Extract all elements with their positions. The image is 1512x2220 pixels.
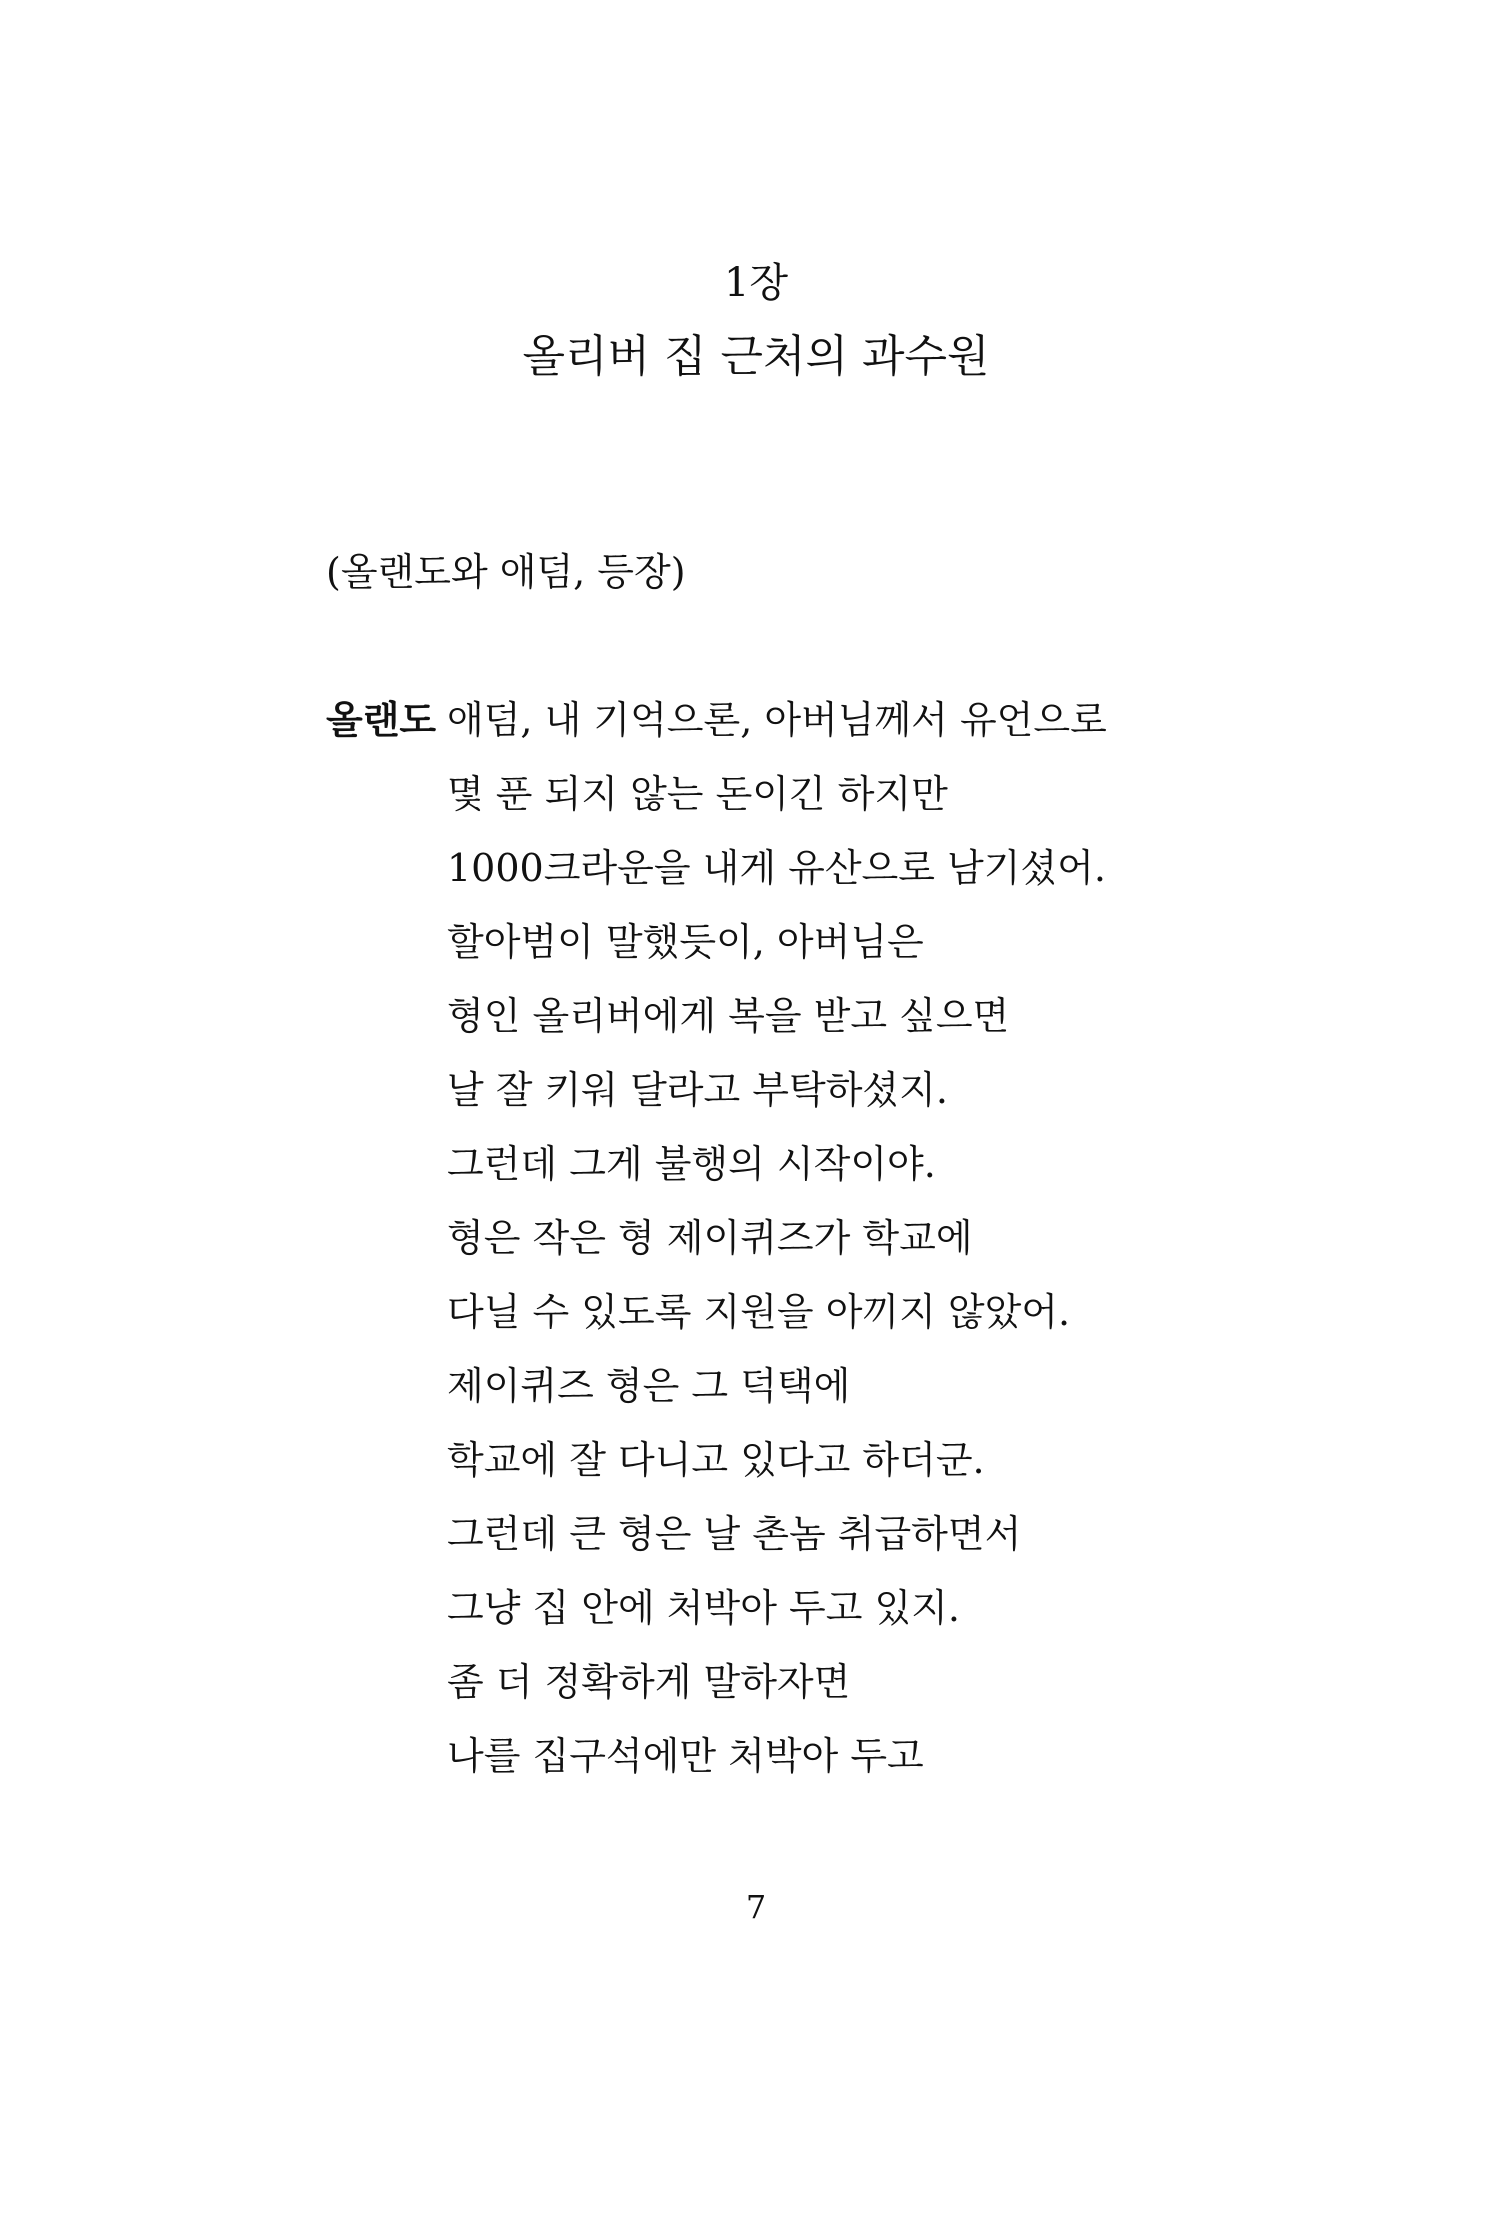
dialogue-line: 형인 올리버에게 복을 받고 싶으면 xyxy=(447,994,1010,1038)
dialogue-line: 좀 더 정확하게 말하자면 xyxy=(447,1660,851,1704)
dialogue-line: 그런데 그게 불행의 시작이야. xyxy=(447,1142,936,1186)
dialogue-line: 형은 작은 형 제이퀴즈가 학교에 xyxy=(447,1216,973,1260)
chapter-title: 올리버 집 근처의 과수원 xyxy=(522,331,990,382)
dialogue-line: 그런데 큰 형은 날 촌놈 취급하면서 xyxy=(447,1512,1022,1556)
dialogue-line: 나를 집구석에만 처박아 두고 xyxy=(447,1734,924,1778)
stage-direction: (올랜도와 애덤, 등장) xyxy=(326,550,686,594)
dialogue-line: 몇 푼 되지 않는 돈이긴 하지만 xyxy=(447,772,948,816)
dialogue-line: 제이퀴즈 형은 그 덕택에 xyxy=(447,1364,851,1408)
dialogue-lines xyxy=(447,694,1107,1804)
dialogue-line: 애덤, 내 기억으론, 아버님께서 유언으로 xyxy=(447,698,1107,742)
dialogue-line: 1000크라운을 내게 유산으로 남기셨어. xyxy=(447,846,1106,890)
dialogue-line: 날 잘 키워 달라고 부탁하셨지. xyxy=(447,1068,948,1112)
page-number: 7 xyxy=(745,1888,767,1926)
dialogue-line: 학교에 잘 다니고 있다고 하더군. xyxy=(447,1438,985,1482)
dialogue-line: 다닐 수 있도록 지원을 아끼지 않았어. xyxy=(447,1290,1071,1334)
chapter-number: 1장 xyxy=(723,260,789,306)
dialogue-line: 그냥 집 안에 처박아 두고 있지. xyxy=(447,1586,960,1630)
dialogue-line: 할아범이 말했듯이, 아버님은 xyxy=(447,920,924,964)
speaker-name: 올랜도 xyxy=(326,698,437,742)
